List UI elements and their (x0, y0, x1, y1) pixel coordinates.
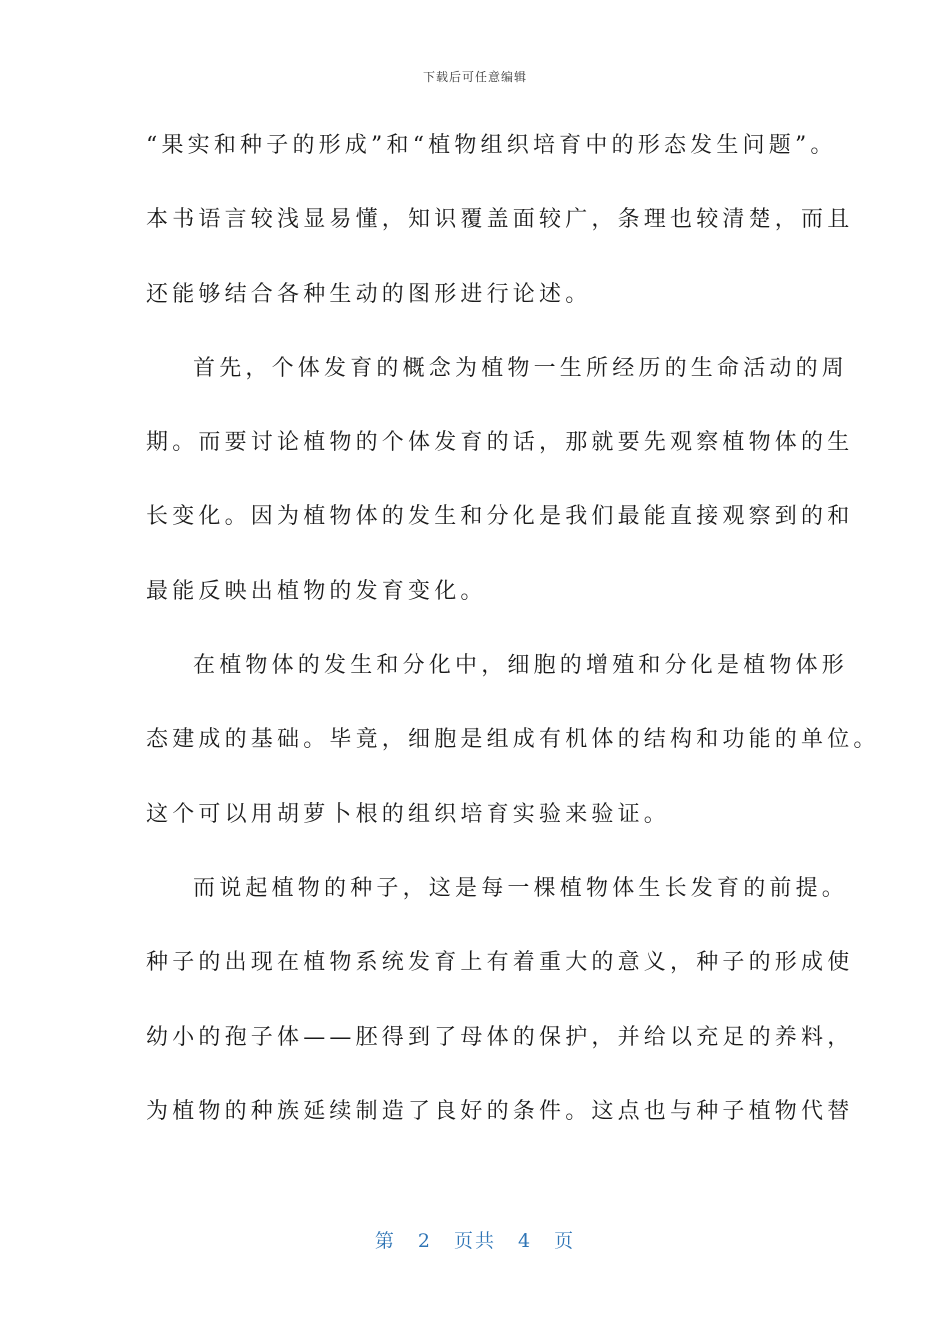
paragraph-first-line: 而说起植物的种子，这是每一棵植物体生长发育的前提。 (193, 875, 849, 901)
text-line: 这个可以用胡萝卜根的组织培育实验来验证。 (146, 801, 671, 827)
footer-current-page: 2 (417, 1230, 432, 1252)
text-line: 长变化。因为植物体的发生和分化是我们最能直接观察到的和 (146, 504, 854, 530)
footer-total-pages: 4 (518, 1230, 533, 1252)
footer-suffix: 页 (554, 1230, 576, 1252)
paragraph-first-line: 首先，个体发育的概念为植物一生所经历的生命活动的周 (193, 355, 849, 381)
text-line: 幼小的孢子体——胚得到了母体的保护，并给以充足的养料， (146, 1024, 854, 1050)
document-body (146, 128, 880, 1168)
footer-middle: 页共 (453, 1230, 496, 1252)
page-header: 下载后可任意编辑 (422, 70, 527, 84)
text-line: 种子的出现在植物系统发育上有着重大的意义，种子的形成使 (146, 950, 854, 976)
page-number-footer (0, 1226, 950, 1253)
text-line: 还能够结合各种生动的图形进行论述。 (146, 281, 592, 307)
text-line: 为植物的种族延续制造了良好的条件。这点也与种子植物代替 (146, 1098, 854, 1124)
text-line: 态建成的基础。毕竟，细胞是组成有机体的结构和功能的单位。 (146, 727, 880, 753)
paragraph-first-line: 在植物体的发生和分化中，细胞的增殖和分化是植物体形 (193, 653, 849, 679)
footer-prefix: 第 (374, 1230, 396, 1252)
text-line: 最能反映出植物的发育变化。 (146, 578, 487, 604)
text-line: 期。而要讨论植物的个体发育的话，那就要先观察植物体的生 (146, 430, 854, 456)
text-line: “果实和种子的形成”和“植物组织培育中的形态发生问题”。 (146, 133, 837, 158)
text-line: 本书语言较浅显易懂，知识覆盖面较广，条理也较清楚，而且 (146, 207, 854, 233)
